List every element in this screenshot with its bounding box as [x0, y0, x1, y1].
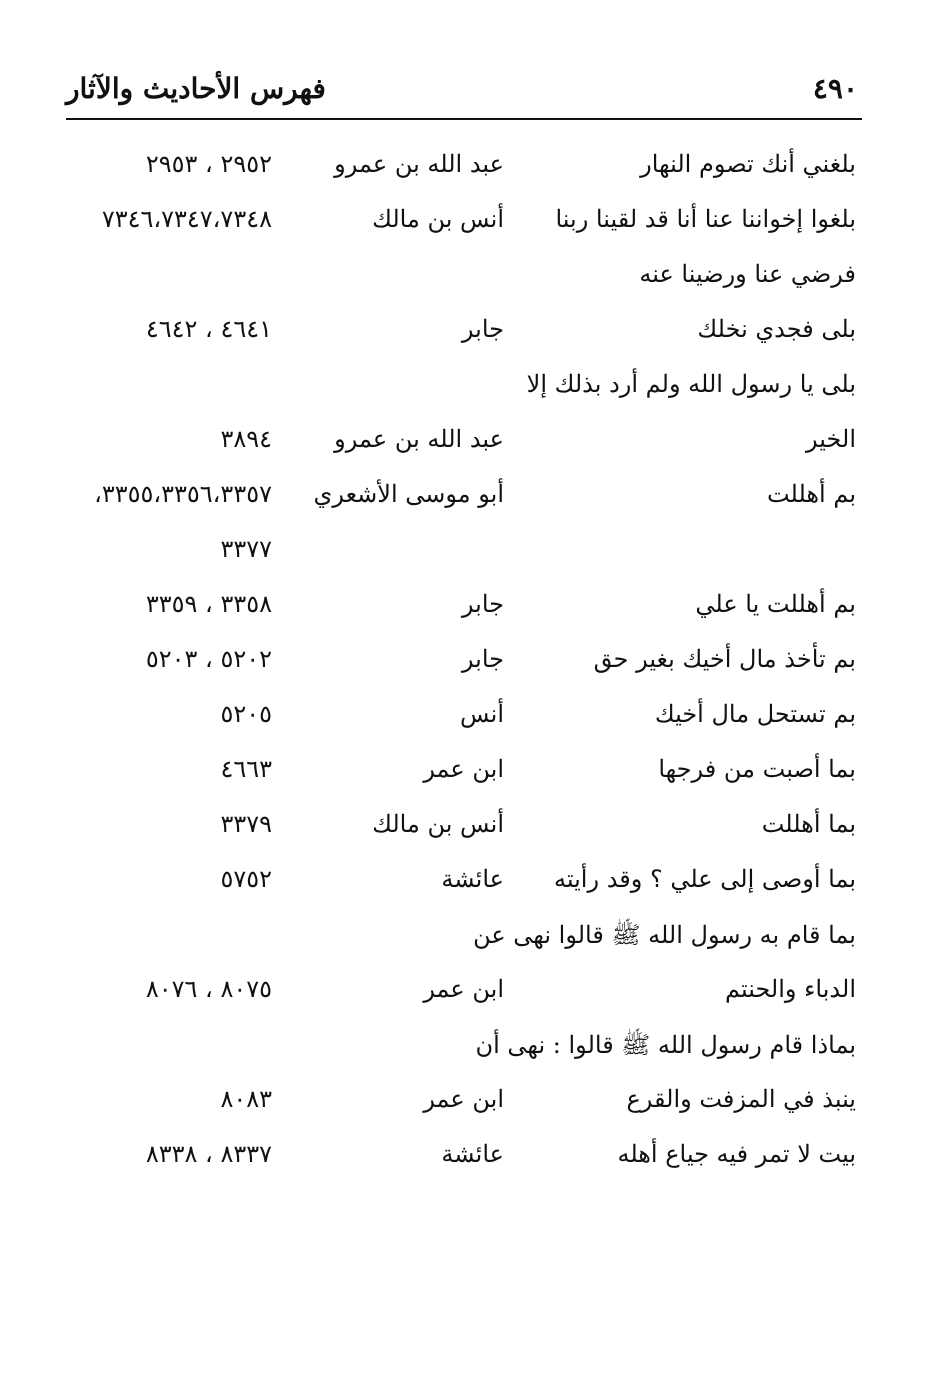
hadith-text: بلى يا رسول الله ولم أرد بذلك إلا	[526, 370, 856, 398]
index-entry	[66, 755, 862, 795]
narrator: جابر	[461, 645, 504, 673]
hadith-numbers: ٣٣٥٨ ، ٣٣٥٩	[145, 590, 272, 618]
hadith-text: بلغني أنك تصوم النهار	[640, 150, 856, 178]
hadith-numbers: ٣٣٧٧	[220, 535, 272, 563]
narrator: عائشة	[441, 1140, 504, 1168]
index-entry	[66, 205, 862, 245]
index-entry	[66, 535, 862, 575]
index-entry	[66, 645, 862, 685]
hadith-numbers: ٣٨٩٤	[220, 425, 272, 453]
narrator: ابن عمر	[423, 755, 504, 783]
index-entry	[66, 425, 862, 465]
narrator: عبد الله بن عمرو	[334, 150, 504, 178]
page-title: فهرس الأحاديث والآثار	[66, 72, 326, 105]
page-header	[66, 66, 862, 120]
page-number: ٤٩٠	[812, 72, 858, 105]
hadith-text: بما أصبت من فرجها	[658, 755, 856, 783]
index-entry	[66, 1030, 862, 1070]
narrator: عبد الله بن عمرو	[334, 425, 504, 453]
narrator: ابن عمر	[423, 1085, 504, 1113]
hadith-numbers: ٤٦٦٣	[220, 755, 272, 783]
narrator: أبو موسى الأشعري	[313, 480, 504, 508]
index-entry	[66, 975, 862, 1015]
hadith-numbers: ٧٣٤٦،٧٣٤٧،٧٣٤٨	[101, 205, 272, 233]
hadith-text: بلغوا إخواننا عنا أنا قد لقينا ربنا	[555, 205, 856, 233]
hadith-numbers: ٢٩٥٢ ، ٢٩٥٣	[145, 150, 272, 178]
narrator: عائشة	[441, 865, 504, 893]
hadith-text: بم تأخذ مال أخيك بغير حق	[593, 645, 856, 673]
hadith-text: بم أهللت	[766, 480, 856, 508]
hadith-text: بلى فجدي نخلك	[697, 315, 856, 343]
narrator: جابر	[461, 315, 504, 343]
hadith-numbers: ٥٢٠٥	[220, 700, 272, 728]
index-entry	[66, 315, 862, 355]
hadith-text: بماذا قام رسول الله ﷺ قالوا : نهى أن	[475, 1031, 856, 1059]
index-entry	[66, 700, 862, 740]
hadith-text: بيت لا تمر فيه جياع أهله	[617, 1140, 856, 1168]
index-entry	[66, 590, 862, 630]
hadith-numbers: ٨٠٧٥ ، ٨٠٧٦	[145, 975, 272, 1003]
hadith-numbers: ٨٠٨٣	[220, 1085, 272, 1113]
hadith-text: بما قام به رسول الله ﷺ قالوا نهى عن	[473, 921, 856, 949]
hadith-numbers: ٣٣٧٩	[220, 810, 272, 838]
hadith-text: فرضي عنا ورضينا عنه	[639, 260, 856, 288]
index-entry	[66, 480, 862, 520]
hadith-text: بما أوصى إلى علي ؟ وقد رأيته	[554, 865, 856, 893]
index-entry	[66, 150, 862, 190]
hadith-numbers: ٥٧٥٢	[220, 865, 272, 893]
narrator: أنس بن مالك	[372, 810, 504, 838]
index-entry	[66, 1140, 862, 1180]
index-entry	[66, 865, 862, 905]
narrator: أنس	[460, 700, 504, 728]
hadith-text: بم أهللت يا علي	[695, 590, 856, 618]
hadith-numbers: ٣٣٥٥،٣٣٥٦،٣٣٥٧،	[94, 480, 272, 508]
index-entry	[66, 260, 862, 300]
hadith-text: الدباء والحنتم	[724, 975, 856, 1003]
index-entry	[66, 810, 862, 850]
hadith-numbers: ٥٢٠٢ ، ٥٢٠٣	[145, 645, 272, 673]
narrator: جابر	[461, 590, 504, 618]
hadith-numbers: ٤٦٤١ ، ٤٦٤٢	[145, 315, 272, 343]
hadith-text: الخير	[806, 425, 856, 453]
hadith-text: بما أهللت	[761, 810, 856, 838]
hadith-numbers: ٨٣٣٧ ، ٨٣٣٨	[145, 1140, 272, 1168]
narrator: ابن عمر	[423, 975, 504, 1003]
hadith-text: ينبذ في المزفت والقرع	[626, 1085, 856, 1113]
index-entry	[66, 920, 862, 960]
narrator: أنس بن مالك	[372, 205, 504, 233]
index-entry	[66, 370, 862, 410]
index-entry	[66, 1085, 862, 1125]
hadith-text: بم تستحل مال أخيك	[654, 700, 856, 728]
